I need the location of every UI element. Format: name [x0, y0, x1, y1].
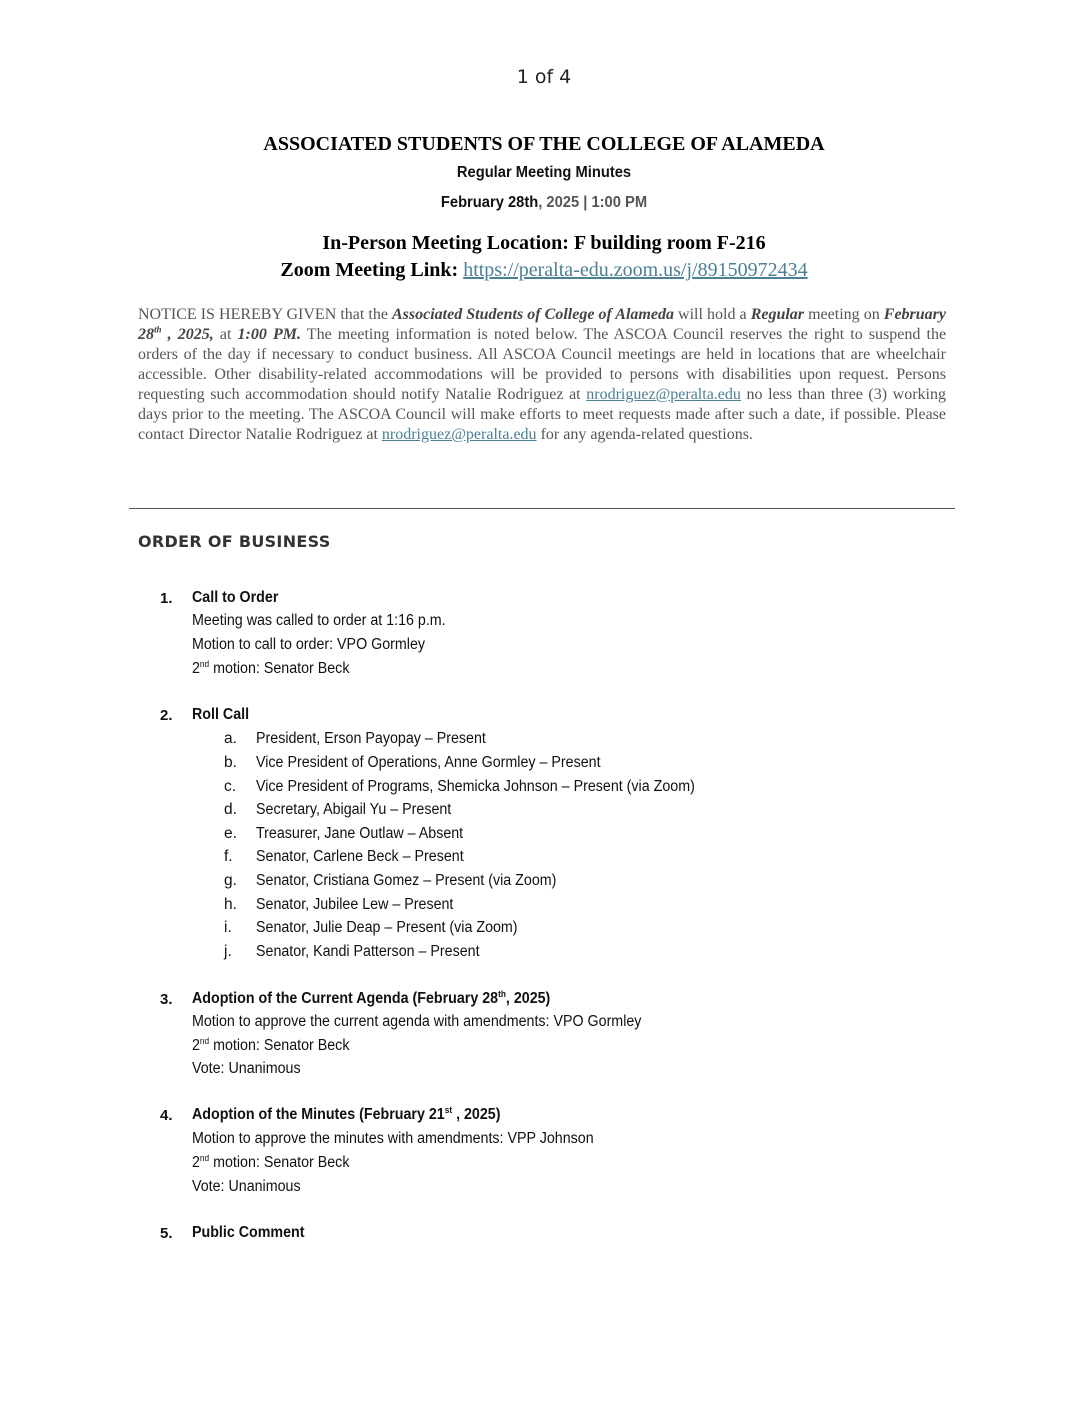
roll-letter: e.	[224, 825, 237, 842]
ordinal-suffix: st	[444, 1104, 453, 1115]
roll-entry	[256, 872, 583, 890]
item-line	[192, 1154, 363, 1172]
item-number: 5.	[160, 1225, 173, 1242]
item-line-text: motion: Senator Beck	[209, 1037, 350, 1054]
item-title-adoption-minutes	[192, 1106, 527, 1124]
item-title-text: , 2025)	[452, 1106, 501, 1123]
roll-letter: i.	[224, 919, 232, 936]
item-number: 1.	[160, 590, 173, 607]
item-number: 3.	[160, 991, 173, 1008]
item-line	[192, 1013, 681, 1031]
notice-meeting-type: Regular	[750, 306, 805, 323]
item-title-text: , 2025)	[505, 990, 551, 1007]
notice-text: will hold a	[673, 306, 751, 323]
zoom-label: Zoom Meeting Link:	[280, 259, 459, 281]
roll-entry	[256, 896, 471, 914]
item-line-text: Vote: Unanimous	[192, 1060, 301, 1077]
item-line-text: Motion to call to order: VPO Gormley	[192, 636, 426, 653]
roll-letter: b.	[224, 754, 237, 771]
notice-text: for any agenda-related questions.	[536, 426, 753, 443]
notice-date-main: February 28	[138, 306, 947, 343]
item-line	[192, 1037, 363, 1055]
roll-entry	[256, 825, 481, 843]
notice-date-suffix: th	[154, 324, 162, 335]
item-line-text: Motion to approve the minutes with amendments: VPP Johnson	[192, 1130, 594, 1147]
roll-letter: c.	[224, 778, 237, 795]
item-line-text: motion: Senator Beck	[209, 660, 350, 677]
ordinal-number: 2	[192, 1154, 200, 1171]
ordinal-suffix: th	[498, 988, 506, 999]
notice-text: NOTICE IS HEREBY GIVEN that the	[138, 306, 392, 323]
ordinal-suffix: nd	[199, 1152, 210, 1163]
order-of-business-heading: ORDER OF BUSINESS	[138, 532, 331, 551]
roll-letter: g.	[224, 872, 237, 889]
meeting-location: In-Person Meeting Location: F building room F-216	[322, 232, 766, 254]
page-number: 1 of 4	[516, 66, 572, 88]
item-number: 4.	[160, 1107, 173, 1124]
roll-entry-text: Vice President of Programs, Shemicka Johnson – Present (via Zoom)	[256, 778, 695, 795]
meeting-date	[44, 194, 1045, 212]
roll-entry	[256, 730, 506, 748]
notice-text: at	[213, 326, 238, 343]
roll-letter: a.	[224, 730, 237, 747]
notice-date-rest: , 2025,	[161, 326, 214, 343]
roll-letter: j.	[224, 943, 232, 960]
item-line	[192, 1130, 629, 1148]
roll-entry	[256, 778, 733, 796]
roll-entry-text: Senator, Julie Deap – Present (via Zoom)	[256, 919, 518, 936]
meeting-date-day: February 28th	[440, 194, 539, 211]
roll-entry	[256, 754, 631, 772]
roll-entry-text: Secretary, Abigail Yu – Present	[256, 801, 452, 818]
notice-email-link[interactable]: nrodriguez@peralta.edu	[586, 386, 741, 403]
item-title-call-to-order	[192, 589, 286, 607]
roll-entry	[256, 919, 540, 937]
notice-org-name: Associated Students of College of Alameda	[392, 306, 674, 323]
item-line	[192, 636, 445, 654]
notice-text: meeting on	[804, 306, 884, 323]
item-line-text: motion: Senator Beck	[209, 1154, 350, 1171]
roll-entry	[256, 848, 482, 866]
notice-paragraph	[138, 305, 946, 445]
roll-entry-text: Treasurer, Jane Outlaw – Absent	[256, 825, 464, 842]
item-number: 2.	[160, 707, 173, 724]
organization-title: ASSOCIATED STUDENTS OF THE COLLEGE OF ALAMEDA	[263, 133, 825, 155]
roll-entry-text: Vice President of Operations, Anne Gormley – Present	[256, 754, 601, 771]
roll-entry	[256, 943, 499, 961]
item-line	[192, 1060, 310, 1078]
item-title-text: Call to Order	[192, 589, 279, 606]
item-title-public-comment	[192, 1224, 314, 1242]
notice-text: The meeting information is noted below. The ASCOA Council reserves the right to suspend the orders of the day if necessary to conduct business. All ASCOA Council meetings are held in locations that are wheelchair accessible. Other disability-related accommodations will be provided to persons with disabilities upon request. Persons requesting such accommodation should notify Natalie Rodriguez at	[138, 326, 947, 403]
roll-entry-text: Senator, Cristiana Gomez – Present (via Zoom)	[256, 872, 557, 889]
meeting-date-year-time: , 2025 | 1:00 PM	[538, 194, 648, 211]
zoom-line	[0, 259, 1088, 282]
item-line	[192, 660, 363, 678]
item-line-text: Vote: Unanimous	[192, 1178, 301, 1195]
item-line	[192, 612, 468, 630]
item-title-adoption-agenda	[192, 990, 581, 1008]
roll-entry-text: Senator, Jubilee Lew – Present	[256, 896, 454, 913]
item-title-text: Adoption of the Minutes (February 21	[192, 1106, 445, 1123]
ordinal-suffix: nd	[199, 658, 210, 669]
notice-email-link[interactable]: nrodriguez@peralta.edu	[381, 426, 537, 443]
ordinal-number: 2	[192, 1037, 200, 1054]
roll-entry-text: Senator, Kandi Patterson – Present	[256, 943, 480, 960]
ordinal-suffix: nd	[199, 1035, 210, 1046]
roll-letter: h.	[224, 896, 237, 913]
item-title-roll-call	[192, 706, 254, 724]
document-subtitle: Regular Meeting Minutes	[456, 164, 632, 181]
roll-entry-text: Senator, Carlene Beck – Present	[256, 848, 464, 865]
roll-entry-text: President, Erson Payopay – Present	[256, 730, 486, 747]
zoom-link[interactable]: https://peralta-edu.zoom.us/j/89150972434	[463, 259, 808, 281]
item-title-text: Roll Call	[192, 706, 250, 723]
roll-letter: d.	[224, 801, 237, 818]
divider-line	[129, 508, 955, 509]
item-line-text: Meeting was called to order at 1:16 p.m.	[192, 612, 446, 629]
item-title-text: Public Comment	[192, 1224, 305, 1241]
notice-text: no less than three (3) working days prior to the meeting. The ASCOA Council will make efforts to meet requests made after such a date, if possible. Please contact Director Natalie Rodriguez at	[138, 386, 946, 443]
item-title-text: Adoption of the Current Agenda (February 28	[192, 990, 499, 1007]
roll-letter: f.	[224, 848, 233, 865]
ordinal-number: 2	[192, 660, 200, 677]
roll-entry	[256, 801, 468, 819]
item-line	[192, 1178, 310, 1196]
item-line-text: Motion to approve the current agenda with amendments: VPO Gormley	[192, 1013, 642, 1030]
notice-time: 1:00 PM.	[237, 326, 301, 343]
